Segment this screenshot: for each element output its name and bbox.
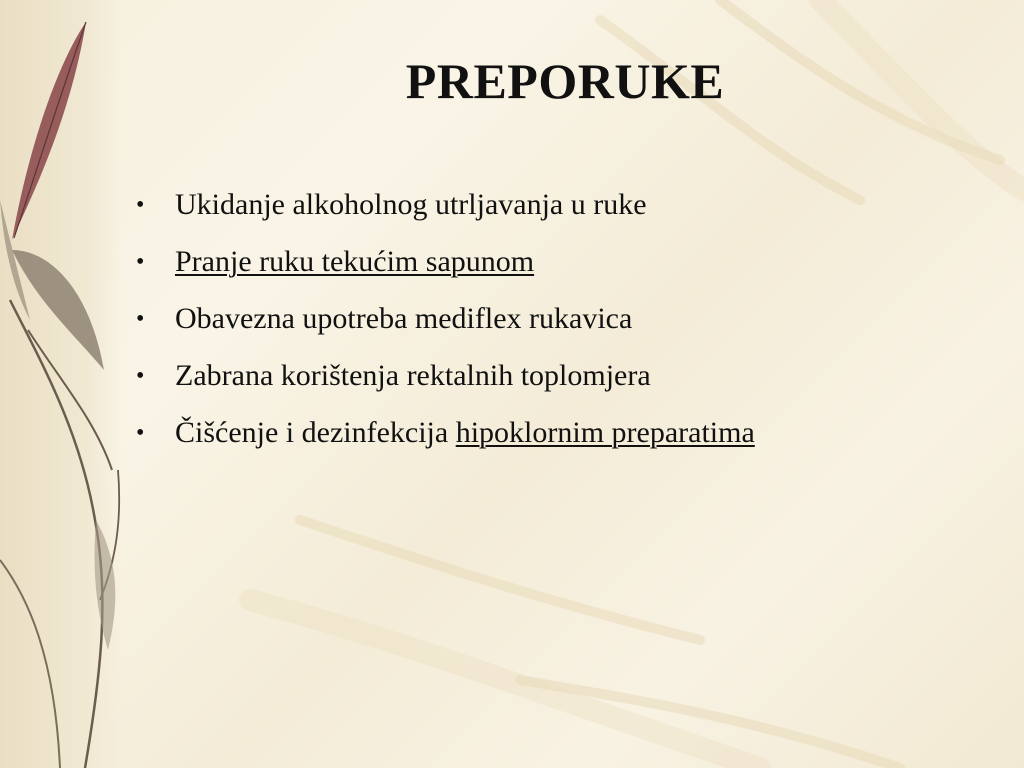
list-item — [136, 296, 996, 353]
item-text: Ukidanje alkoholnog utrljavanja u ruke — [175, 188, 647, 221]
list-item-text — [175, 182, 647, 228]
list-item-text — [175, 239, 534, 285]
hyperlink[interactable]: hipoklornim preparatima — [455, 416, 755, 449]
list-item — [136, 410, 996, 467]
list-item — [136, 239, 996, 296]
bullet-marker: • — [136, 306, 145, 332]
slide-title: PREPORUKE — [405, 53, 725, 109]
bullet-marker: • — [136, 420, 145, 446]
dried-leaf-branch-icon — [0, 0, 140, 768]
hyperlink[interactable]: Pranje ruku tekućim sapunom — [175, 245, 535, 278]
item-text: Obavezna upotreba mediflex rukavica — [175, 302, 633, 335]
item-text: Zabrana korištenja rektalnih toplomjera — [175, 359, 651, 392]
list-item-text — [175, 296, 632, 342]
list-item — [136, 182, 996, 239]
item-text: Čišćenje i dezinfekcija — [175, 416, 456, 449]
list-item-text — [175, 353, 651, 399]
bullet-marker: • — [136, 363, 145, 389]
list-item-text — [175, 410, 755, 456]
list-item — [136, 353, 996, 410]
recommendation-list — [136, 182, 996, 467]
bullet-marker: • — [136, 192, 145, 218]
bullet-marker: • — [136, 249, 145, 275]
